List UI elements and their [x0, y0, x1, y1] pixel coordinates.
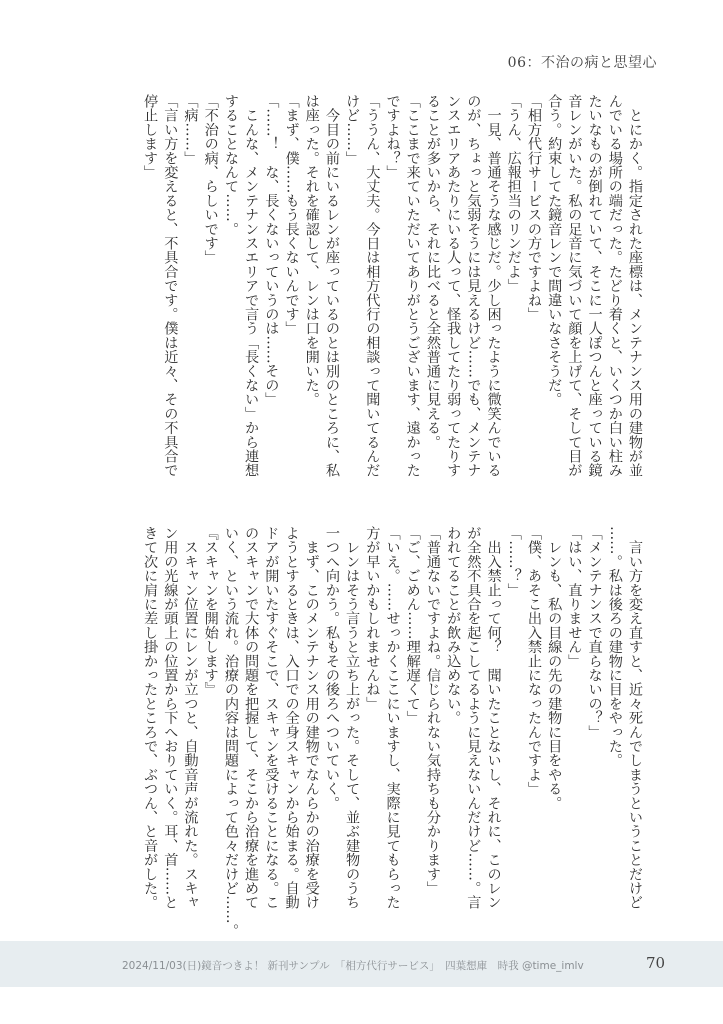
text-line: 「ううん、大丈夫。今日は相方代行の相談って聞いてるんだ — [364, 94, 381, 478]
text-line: 「ご、ごめん……理解遅くて」 — [404, 526, 421, 725]
text-line: 一見、普通そうな感じだ。少し困ったように微笑んでいる — [485, 94, 502, 478]
text-block-upper — [140, 94, 645, 482]
text-line: 言い方を変え直すと、近々死んでしまうということだけど — [627, 526, 643, 910]
page-number: 70 — [646, 954, 666, 972]
text-line: ン用の光線が頭上の位置から下へおりていく。耳、首……と — [162, 526, 179, 910]
text-line: いく、という流れ。治療の内容は問題によって色々だけど……。 — [222, 526, 239, 938]
text-line: ドアが開いたすぐそこで、スキャンを受けることになる。こ — [263, 526, 280, 910]
text-line: 「まず、僕……もう長くないんです」 — [283, 94, 300, 336]
text-block-lower — [140, 526, 645, 938]
text-line: ですよね？」 — [384, 94, 401, 180]
text-line: 「不治の病、らしいです」 — [202, 94, 219, 265]
text-line: 「うん、広報担当のリンだよ」 — [505, 94, 522, 293]
text-line: ……。私は後ろの建物に目をやった。 — [606, 526, 623, 768]
text-line: 『スキャンを開始します』 — [202, 526, 219, 697]
text-line: のスキャンで大体の問題を把握して、そこから治療を進めて — [243, 526, 260, 910]
text-line: 「相方代行サービスの方ですよね」 — [525, 94, 542, 322]
text-line: 音レンがいた。私の足音に気づいて顔を上げて、そして目が — [566, 94, 583, 478]
text-line: けど……」 — [344, 94, 361, 165]
text-line: 方が早いかもしれませんね」 — [364, 526, 381, 711]
text-line: レンはそう言うと立ち上がった。そして、並ぶ建物のうち — [344, 526, 361, 910]
text-line: は座った。それを確認して、レンは口を開いた。 — [303, 94, 320, 407]
text-line: ることが多いから、それに比べると全然普通に見える。 — [424, 94, 441, 449]
chapter-title: 06：不治の病と思望心 — [507, 55, 657, 71]
footer-info: 2024/11/03(日)鏡音つきよ！ 新刊サンプル 「相方代行サービス」 四葉想庫 時我 @time_imlv — [122, 960, 584, 972]
text-line: が全然不具合を起こしてるように見えないんだけど……。言 — [465, 526, 482, 910]
text-line: ンスエリアあたりにいる人って、怪我してたり弱ってたりす — [445, 94, 462, 478]
text-line: われてることが飲み込めない。 — [445, 526, 462, 725]
text-line: 一つへ向かう。私もその後ろへついていく。 — [323, 526, 340, 810]
text-line: 「はい、直りません」 — [566, 526, 583, 668]
text-line: 「僕、あそこ出入禁止になったんですよ」 — [525, 526, 542, 796]
text-line: まず、このメンテナンス用の建物でなんらかの治療を受け — [303, 526, 320, 910]
text-line: 「普通ないですよね。信じられない気持ちも分かります」 — [424, 526, 441, 896]
text-line: 「ここまで来ていただいてありがとうございます、遠かった — [404, 94, 421, 478]
text-line: とにかく。指定された座標は、メンテナンス用の建物が並 — [627, 94, 643, 478]
text-line: のが、ちょっと気弱そうには見えるけど……でも、メンテナ — [465, 94, 482, 478]
text-line: んでいる場所の端だった。たどり着くと、いくつか白い柱み — [606, 94, 623, 478]
text-line: 今目の前にいるレンが座っているのとは別のところに、私 — [323, 94, 340, 478]
text-line: 出入禁止って何？ 聞いたことないし、それに、このレン — [485, 526, 502, 910]
text-line: 「……！ な、長くないっていうのは……その」 — [263, 94, 280, 407]
text-line: 「いえ。……せっかくここにいますし、実際に見てもらった — [384, 526, 401, 910]
text-line: 「……？」 — [505, 526, 522, 597]
text-line: 「メンテナンスで直らないの？」 — [586, 526, 603, 739]
text-line: きて次に肩に差し掛かったところで、ぶつん、と音がした。 — [142, 526, 159, 910]
text-line: スキャン位置にレンが立つと、自動音声が流れた。スキャ — [182, 526, 199, 910]
text-line: たいなものが倒れていて、そこに一人ぽつんと座っている鏡 — [586, 94, 603, 478]
text-line: することなんて……。 — [222, 94, 239, 236]
text-line: 停止します」 — [142, 94, 159, 180]
text-line: 「病……」 — [182, 94, 199, 165]
text-line: こんな、メンテナンスエリアで言う「長くない」から連想 — [243, 94, 260, 478]
text-line: 合う。約束してた鏡音レンで間違いなさそうだ。 — [546, 94, 563, 407]
text-line: ようとするときは、入口での全身スキャンから始まる。自動 — [283, 526, 300, 910]
text-line: レンも、私の目線の先の建物に目をやる。 — [546, 526, 563, 810]
text-line: 「言い方を変えると、不具合です。僕は近々、その不具合で — [162, 94, 179, 478]
